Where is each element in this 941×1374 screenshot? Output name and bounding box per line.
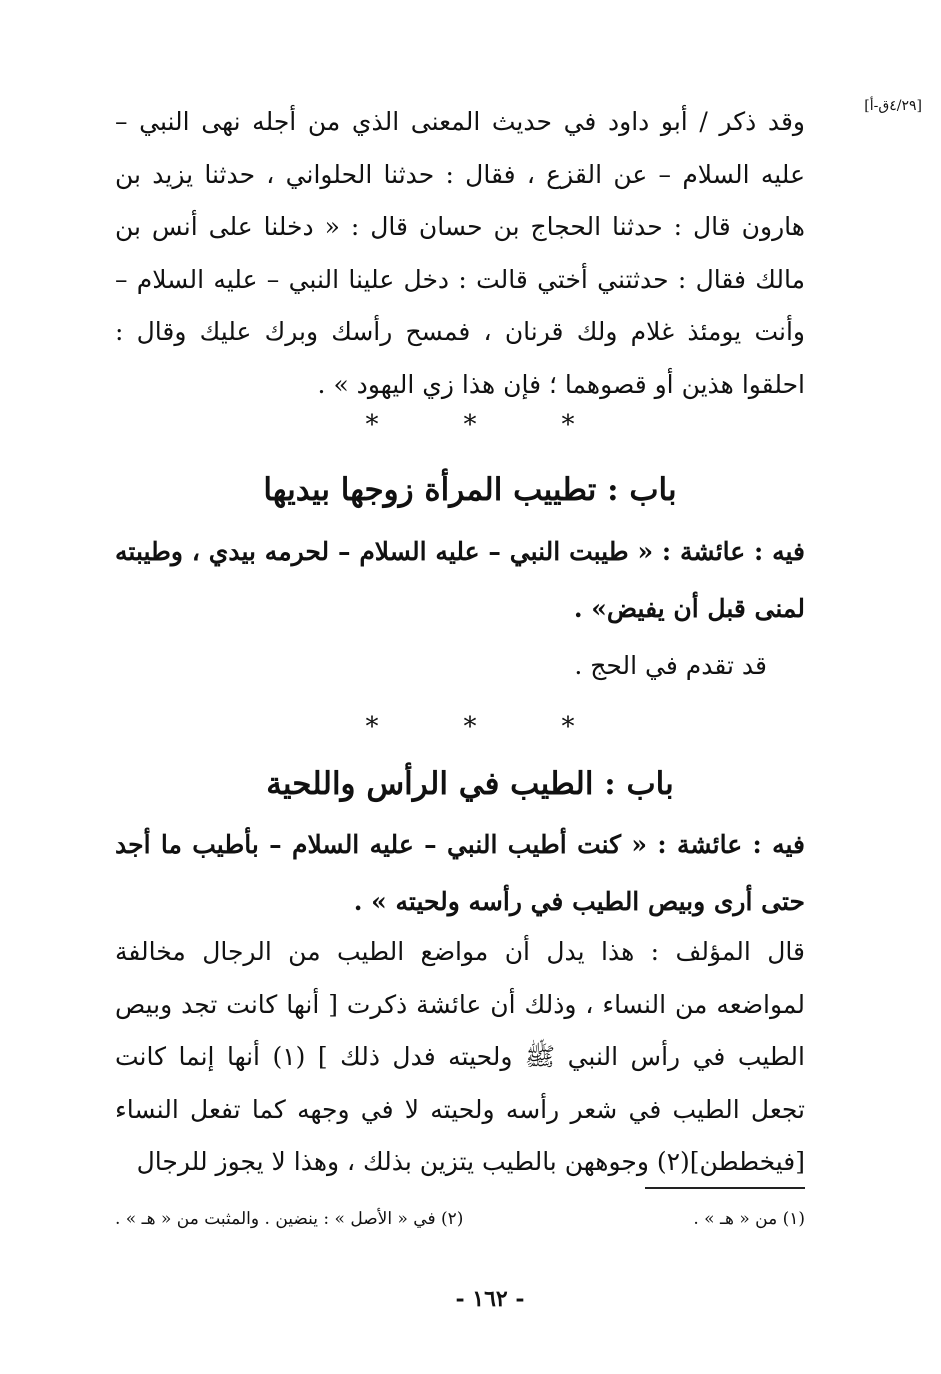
hadith-text: فيه : عائشة : « كنت أطيب النبي – عليه السلام – بأطيب ما أجد حتى أرى وبيص الطيب في رأسه ولحيته » . (115, 830, 805, 916)
footnotes (115, 1206, 805, 1232)
section-divider (330, 410, 610, 440)
commentary-paragraph: قال المؤلف : هذا يدل أن مواضع الطيب من الرجال مخالفة لمواضعه من النساء ، وذلك أن عائشة ذكرت [ أنها كانت تجد وبيص الطيب في رأس النبي ﷺ ولحيته فدل ذلك ] (١) أنها إنما كانت تجعل الطيب في شعر رأسه ولحيته لا في وجهه كما تفعل النساء [فيخططن](٢) وجوههن بالطيب يتزين بذلك ، وهذا لا يجوز للرجال (115, 937, 805, 1176)
footnote-divider (645, 1187, 805, 1189)
star-ornament: * (463, 712, 477, 742)
opening-paragraph: وقد ذكر / أبو داود في حديث المعنى الذي من أجله نهى النبي – عليه السلام – عن القزع ، فقال : حدثنا الحلواني ، حدثنا يزيد بن هارون قال : حدثنا الحجاج بن حسان قال : « دخلنا على أنس بن مالك فقال : حدثتني أختي قالت : دخل علينا النبي – عليه السلام – وأنت يومئذ غلام ولك قرنان ، فمسح رأسك وبرك عليك وقال : احلقوا هذين أو قصوهما ؛ فإن هذا زي اليهود » . (115, 107, 805, 399)
star-ornament: * (561, 712, 575, 742)
star-ornament: * (463, 410, 477, 440)
manuscript-reference: [٤/٢٩ق-أ] (864, 98, 922, 114)
footnote-1: (١) من « هـ » . (693, 1209, 805, 1229)
page-number: - ١٦٢ - (455, 1286, 525, 1312)
footnote-2: (٢) في « الأصل » : ينضين . والمثبت من « هـ » . (115, 1209, 464, 1229)
section-heading: باب : تطييب المرأة زوجها بيديها (263, 472, 677, 508)
hadith-text: فيه : عائشة : « طيبت النبي – عليه السلام – لحرمه بيدي ، وطيبته لمنى قبل أن يفيض» . (115, 537, 805, 623)
star-ornament: * (365, 410, 379, 440)
section-heading: باب : الطيب في الرأس واللحية (266, 766, 674, 802)
star-ornament: * (561, 410, 575, 440)
section-divider (330, 712, 610, 742)
star-ornament: * (365, 712, 379, 742)
note-text: قد تقدم في الحج . (574, 651, 767, 680)
